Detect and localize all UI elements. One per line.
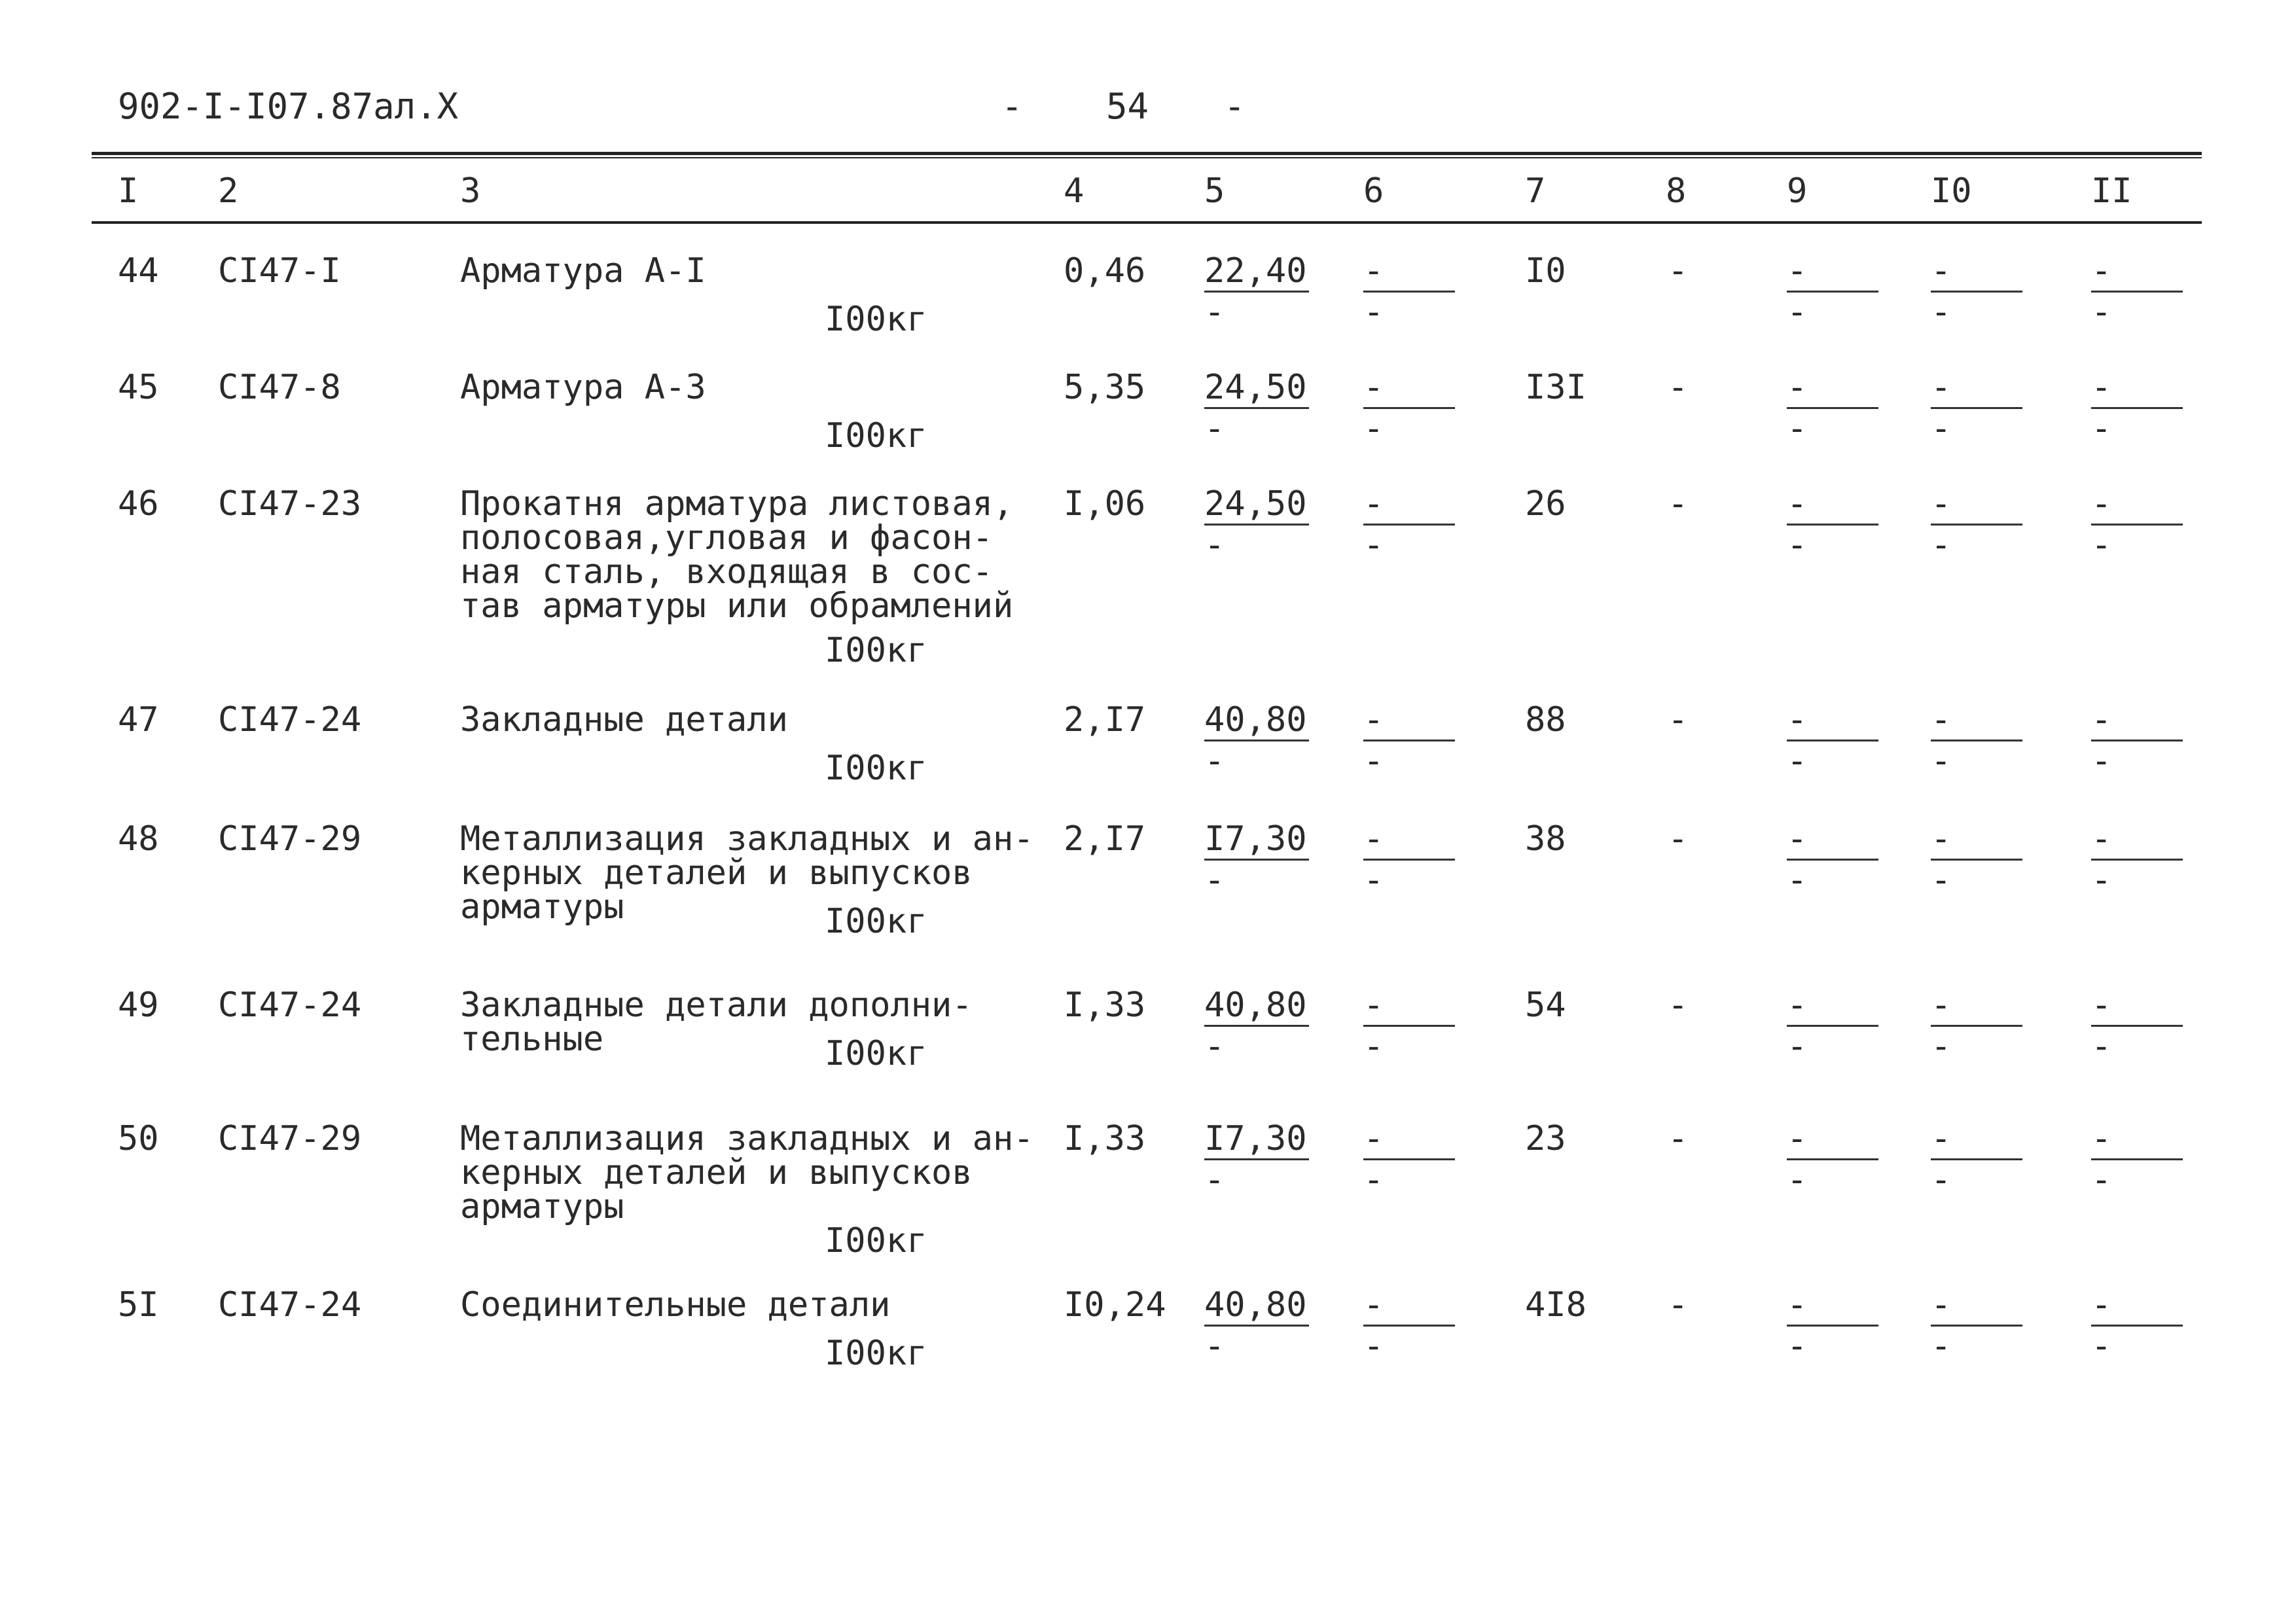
row-number: 48 [118,819,159,859]
column-header: 9 [1787,171,1808,211]
column-header: I0 [1931,171,1972,211]
price-fraction-numerator: 40,80 [1204,700,1307,740]
column-6-fraction [1363,700,1455,781]
column-11-fraction [2091,700,2183,781]
column-9-fraction-denominator: - [1787,1160,1808,1200]
unit-label: I00кг [825,1221,927,1260]
unit-label: I00кг [825,1034,927,1073]
column-10-fraction [1931,700,2022,781]
column-6-fraction-denominator: - [1363,1027,1384,1066]
column-6-fraction-numerator: - [1363,251,1384,291]
description-line: Арматура А-I [460,251,706,291]
description-line: Закладные детали [460,700,788,740]
column-11-fraction-numerator: - [2091,1285,2112,1325]
resource-code: CI47-23 [218,484,362,524]
description-line: керных деталей и выпусков [460,1153,973,1192]
column-11-fraction-denominator: - [2091,1160,2112,1200]
description-line: Металлизация закладных и ан- [460,819,1034,859]
column-10-fraction-denominator: - [1931,293,1952,332]
column-9-fraction [1787,484,1878,565]
column-header: 4 [1064,171,1085,211]
column-6-fraction-numerator: - [1363,986,1384,1025]
column-header: II [2091,171,2132,211]
column-11-fraction-numerator: - [2091,819,2112,859]
description-line: полосовая,угловая и фасон- [460,518,993,558]
price-fraction-numerator: 24,50 [1204,484,1307,524]
quantity-value: I,33 [1064,986,1146,1025]
column-8-value: - [1668,368,1689,407]
column-9-fraction [1787,819,1878,900]
resource-code: CI47-I [218,251,341,291]
description-line: арматуры [460,1187,624,1226]
column-9-fraction [1787,370,1878,446]
column-10-fraction-denominator: - [1931,1027,1952,1066]
price-fraction-denominator: - [1204,741,1225,781]
quantity-value: 5,35 [1064,368,1146,407]
unit-label: I00кг [825,300,927,339]
column-8-value: - [1668,1285,1689,1325]
column-9-fraction-numerator: - [1787,986,1808,1025]
column-9-fraction-denominator: - [1787,741,1808,781]
column-8-value: - [1668,484,1689,524]
column-11-fraction-denominator: - [2091,1027,2112,1066]
column-10-fraction [1931,251,2022,332]
column-9-fraction-denominator: - [1787,861,1808,900]
column-header: 8 [1666,171,1687,211]
description-line: Металлизация закладных и ан- [460,1119,1034,1158]
column-9-fraction-numerator: - [1787,1285,1808,1325]
column-9-fraction-numerator: - [1787,1119,1808,1158]
row-number: 45 [118,368,159,407]
column-8-value: - [1668,700,1689,740]
unit-label: I00кг [825,749,927,788]
column-6-fraction-denominator: - [1363,293,1384,332]
column-6-fraction [1363,370,1455,446]
column-11-fraction-numerator: - [2091,986,2112,1025]
column-header: 6 [1363,171,1384,211]
row-number: 49 [118,986,159,1025]
column-11-fraction [2091,484,2183,565]
column-6-fraction [1363,986,1455,1066]
description-line: Закладные детали дополни- [460,986,973,1025]
price-fraction-numerator: I7,30 [1204,819,1307,859]
resource-code: CI47-24 [218,700,362,740]
column-6-fraction-denominator: - [1363,741,1384,781]
column-11-fraction [2091,370,2183,446]
column-9-fraction [1787,986,1878,1066]
column-9-fraction-numerator: - [1787,819,1808,859]
column-10-fraction [1931,819,2022,900]
column-8-value: - [1668,819,1689,859]
price-fraction-denominator: - [1204,1027,1225,1066]
column-11-fraction-numerator: - [2091,1119,2112,1158]
column-11-fraction [2091,251,2183,332]
column-11-fraction [2091,986,2183,1066]
column-header: 5 [1204,171,1225,211]
column-9-fraction [1787,700,1878,781]
column-10-fraction-denominator: - [1931,861,1952,900]
document-code: 902-I-I07.87ал.X [118,86,459,127]
table-header-rule [92,221,2202,224]
column-11-fraction-numerator: - [2091,251,2112,291]
column-11-fraction-denominator: - [2091,409,2112,448]
column-6-fraction [1363,1285,1455,1366]
column-6-fraction-denominator: - [1363,1327,1384,1366]
column-10-fraction-numerator: - [1931,819,1952,859]
column-10-fraction-numerator: - [1931,1285,1952,1325]
resource-code: CI47-29 [218,819,362,859]
column-10-fraction-numerator: - [1931,368,1952,407]
column-6-fraction [1363,251,1455,332]
column-10-fraction-denominator: - [1931,1327,1952,1366]
column-header: I [118,171,139,211]
column-9-fraction [1787,1285,1878,1366]
column-10-fraction-denominator: - [1931,741,1952,781]
column-6-fraction-numerator: - [1363,1285,1384,1325]
column-11-fraction-denominator: - [2091,293,2112,332]
column-10-fraction-numerator: - [1931,1119,1952,1158]
unit-label: I00кг [825,416,927,455]
unit-label: I00кг [825,631,927,670]
column-header: 3 [460,171,481,211]
description-line: Арматура А-3 [460,368,706,407]
quantity-value: I,06 [1064,484,1146,524]
description-line: арматуры [460,887,624,927]
price-fraction [1204,986,1309,1066]
column-9-fraction-numerator: - [1787,700,1808,740]
description-line: тельные [460,1020,604,1059]
column-10-fraction-denominator: - [1931,526,1952,565]
column-9-fraction-denominator: - [1787,293,1808,332]
column-8-value: - [1668,251,1689,291]
column-7-value: 38 [1525,819,1566,859]
price-fraction [1204,484,1309,565]
resource-code: CI47-8 [218,368,341,407]
page-number-right-dash: - [1224,86,1246,127]
column-6-fraction-denominator: - [1363,409,1384,448]
quantity-value: 2,I7 [1064,819,1146,859]
column-9-fraction-numerator: - [1787,484,1808,524]
column-11-fraction-denominator: - [2091,861,2112,900]
column-9-fraction-denominator: - [1787,1027,1808,1066]
column-8-value: - [1668,1119,1689,1158]
price-fraction-numerator: I7,30 [1204,1119,1307,1158]
page-number-left-dash: - [1001,86,1023,127]
column-7-value: I3I [1525,368,1587,407]
description-line: Прокатня арматура листовая, [460,484,1014,524]
column-7-value: 54 [1525,986,1566,1025]
column-header: 2 [218,171,239,211]
price-fraction-numerator: 24,50 [1204,368,1307,407]
column-6-fraction-numerator: - [1363,1119,1384,1158]
column-6-fraction-denominator: - [1363,1160,1384,1200]
column-10-fraction-numerator: - [1931,251,1952,291]
resource-code: CI47-24 [218,1285,362,1325]
price-fraction-denominator: - [1204,1327,1225,1366]
price-fraction [1204,1285,1309,1366]
column-6-fraction-numerator: - [1363,484,1384,524]
row-number: 50 [118,1119,159,1158]
column-11-fraction-denominator: - [2091,741,2112,781]
price-fraction-numerator: 40,80 [1204,986,1307,1025]
price-fraction-numerator: 22,40 [1204,251,1307,291]
description-line: ная сталь, входящая в сос- [460,552,993,592]
column-10-fraction [1931,1119,2022,1200]
quantity-value: I,33 [1064,1119,1146,1158]
column-6-fraction-numerator: - [1363,368,1384,407]
row-number: 46 [118,484,159,524]
price-fraction [1204,819,1309,900]
quantity-value: I0,24 [1064,1285,1166,1325]
column-7-value: 26 [1525,484,1566,524]
column-7-value: 4I8 [1525,1285,1587,1325]
price-fraction [1204,370,1309,446]
column-11-fraction-numerator: - [2091,484,2112,524]
column-8-value: - [1668,986,1689,1025]
price-fraction-numerator: 40,80 [1204,1285,1307,1325]
column-7-value: 23 [1525,1119,1566,1158]
unit-label: I00кг [825,1334,927,1373]
unit-label: I00кг [825,902,927,941]
column-7-value: 88 [1525,700,1566,740]
price-fraction [1204,1119,1309,1200]
price-fraction [1204,700,1309,781]
column-9-fraction-denominator: - [1787,409,1808,448]
table-top-rule [92,152,2202,155]
description-line: тав арматуры или обрамлений [460,586,1014,626]
column-6-fraction [1363,819,1455,900]
column-6-fraction-numerator: - [1363,700,1384,740]
column-9-fraction [1787,1119,1878,1200]
column-10-fraction [1931,986,2022,1066]
price-fraction-denominator: - [1204,293,1225,332]
column-6-fraction-denominator: - [1363,861,1384,900]
column-6-fraction-numerator: - [1363,819,1384,859]
column-10-fraction-denominator: - [1931,1160,1952,1200]
column-10-fraction-numerator: - [1931,484,1952,524]
page-number: 54 [1106,86,1149,127]
column-9-fraction-denominator: - [1787,526,1808,565]
quantity-value: 0,46 [1064,251,1146,291]
quantity-value: 2,I7 [1064,700,1146,740]
row-number: 44 [118,251,159,291]
column-6-fraction [1363,1119,1455,1200]
description-line: Соединительные детали [460,1285,891,1325]
column-11-fraction-numerator: - [2091,700,2112,740]
column-6-fraction [1363,484,1455,565]
column-10-fraction-denominator: - [1931,409,1952,448]
price-fraction-denominator: - [1204,526,1225,565]
column-10-fraction [1931,1285,2022,1366]
column-header: 7 [1525,171,1546,211]
column-10-fraction [1931,370,2022,446]
row-number: 5I [118,1285,159,1325]
column-10-fraction-numerator: - [1931,986,1952,1025]
column-11-fraction [2091,819,2183,900]
column-9-fraction-numerator: - [1787,368,1808,407]
column-11-fraction [2091,1119,2183,1200]
column-11-fraction [2091,1285,2183,1366]
column-9-fraction-denominator: - [1787,1327,1808,1366]
price-fraction-denominator: - [1204,1160,1225,1200]
column-11-fraction-denominator: - [2091,526,2112,565]
column-11-fraction-denominator: - [2091,1327,2112,1366]
column-10-fraction [1931,484,2022,565]
description-line: керных деталей и выпусков [460,853,973,893]
column-10-fraction-numerator: - [1931,700,1952,740]
column-11-fraction-numerator: - [2091,368,2112,407]
resource-code: CI47-24 [218,986,362,1025]
price-fraction-denominator: - [1204,861,1225,900]
column-9-fraction-numerator: - [1787,251,1808,291]
price-fraction [1204,251,1309,332]
resource-code: CI47-29 [218,1119,362,1158]
price-fraction-denominator: - [1204,409,1225,448]
table-top-rule-thin [92,157,2202,158]
column-7-value: I0 [1525,251,1566,291]
column-9-fraction [1787,251,1878,332]
row-number: 47 [118,700,159,740]
column-6-fraction-denominator: - [1363,526,1384,565]
